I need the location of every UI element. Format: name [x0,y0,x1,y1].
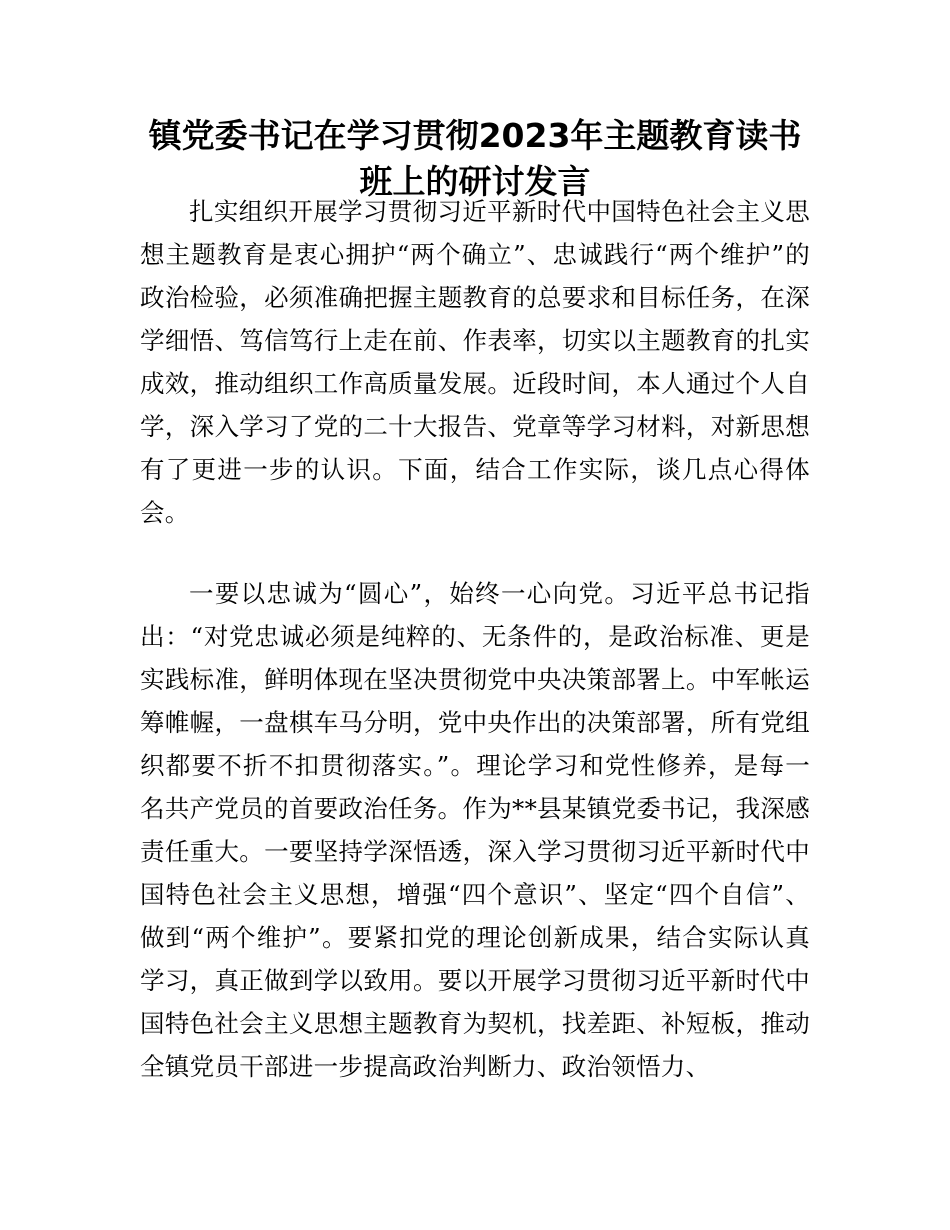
paragraph-loyalty: 一要以忠诚为“圆心”，始终一心向党。习近平总书记指出：“对党忠诚必须是纯粹的、无条件的，是政治标准、更是实践标准，鲜明体现在坚决贯彻党中央决策部署上。中军帐运筹帷幄，一盘棋车马分明，党中央作出的决策部署，所有党组织都要不折不扣贯彻落实。”。理论学习和党性修养，是每一名共产党员的首要政治任务。作为**县某镇党委书记，我深感责任重大。一要坚持学深悟透，深入学习贯彻习近平新时代中国特色社会主义思想，增强“四个意识”、坚定“四个自信”、做到“两个维护”。要紧扣党的理论创新成果，结合实际认真学习，真正做到学以致用。要以开展学习贯彻习近平新时代中国特色社会主义思想主题教育为契机，找差距、补短板，推动全镇党员干部进一步提高政治判断力、政治领悟力、 [140,579,810,1081]
document-title: 镇党委书记在学习贯彻2023年主题教育读书班上的研讨发言 [148,116,802,201]
paragraph-intro: 扎实组织开展学习贯彻习近平新时代中国特色社会主义思想主题教育是衷心拥护“两个确立”、忠诚践行“两个维护”的政治检验，必须准确把握主题教育的总要求和目标任务，在深学细悟、笃信笃行上走在前、作表率，切实以主题教育的扎实成效，推动组织工作高质量发展。近段时间，本人通过个人自学，深入学习了党的二十大报告、党章等学习材料，对新思想有了更进一步的认识。下面，结合工作实际，谈几点心得体会。 [140,197,810,527]
